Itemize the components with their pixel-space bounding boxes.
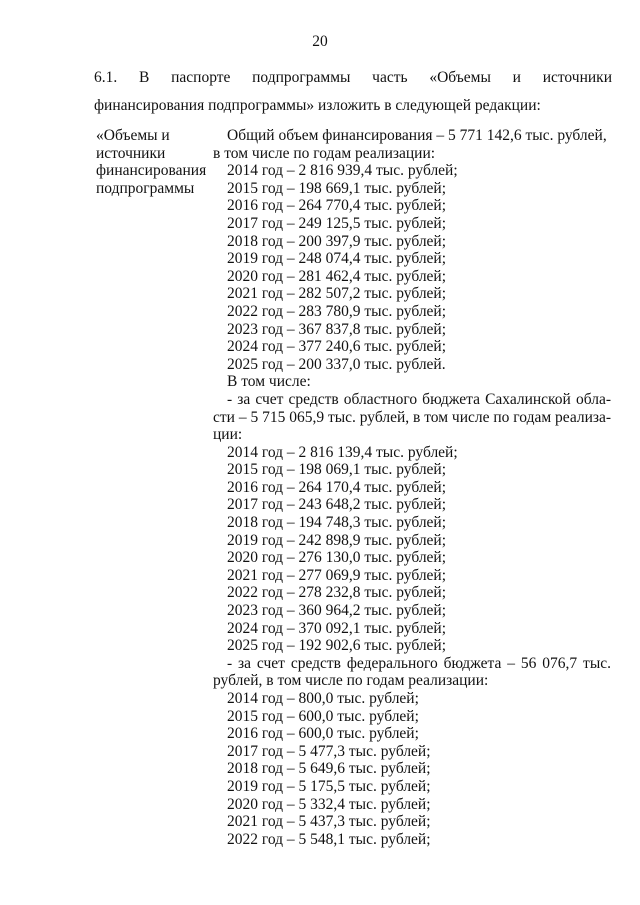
federal-year-item: 2021 год – 5 437,3 тыс. рублей; bbox=[227, 813, 431, 831]
regional-year-item: 2017 год – 243 648,2 тыс. рублей; bbox=[227, 496, 447, 514]
regional-year-item: 2016 год – 264 170,4 тыс. рублей; bbox=[227, 478, 447, 496]
regional-year-item: 2014 год – 2 816 139,4 тыс. рублей; bbox=[227, 443, 458, 461]
intro-line-2: финансирования подпрограммы» изложить в следующей редакции: bbox=[94, 97, 541, 114]
regional-year-item: 2015 год – 198 069,1 тыс. рублей; bbox=[227, 461, 447, 479]
regional-year-item: 2022 год – 278 232,8 тыс. рублей; bbox=[227, 584, 447, 602]
regional-year-item: 2023 год – 360 964,2 тыс. рублей; bbox=[227, 602, 447, 620]
regional-line-3: ции: bbox=[213, 426, 243, 444]
total-year-item: 2016 год – 264 770,4 тыс. рублей; bbox=[227, 197, 447, 215]
total-year-item: 2014 год – 2 816 939,4 тыс. рублей; bbox=[227, 162, 458, 180]
including-label: В том числе: bbox=[227, 373, 311, 391]
regional-year-item: 2020 год – 276 130,0 тыс. рублей; bbox=[227, 549, 447, 567]
label-line: источники bbox=[96, 144, 166, 162]
total-line-2: в том числе по годам реализации: bbox=[213, 144, 436, 162]
label-line: финансирования bbox=[96, 162, 207, 180]
total-line-1: Общий объем финансирования – 5 771 142,6 тыс. рублей, bbox=[227, 127, 607, 144]
intro-line-1: 6.1. В паспорте подпрограммы часть «Объемы и источники bbox=[94, 69, 612, 86]
total-year-item: 2021 год – 282 507,2 тыс. рублей; bbox=[227, 285, 447, 303]
regional-line-2: сти – 5 715 065,9 тыс. рублей, в том числе по годам реализа- bbox=[213, 408, 612, 426]
regional-year-item: 2018 год – 194 748,3 тыс. рублей; bbox=[227, 514, 447, 532]
federal-year-item: 2020 год – 5 332,4 тыс. рублей; bbox=[227, 795, 431, 813]
page-number: 20 bbox=[312, 33, 328, 50]
total-year-item: 2017 год – 249 125,5 тыс. рублей; bbox=[227, 214, 447, 232]
passport-field-content bbox=[213, 127, 611, 848]
federal-year-item: 2022 год – 5 548,1 тыс. рублей; bbox=[227, 830, 431, 848]
total-years-list bbox=[213, 162, 611, 373]
federal-year-item: 2016 год – 600,0 тыс. рублей; bbox=[227, 725, 419, 743]
federal-year-item: 2018 год – 5 649,6 тыс. рублей; bbox=[227, 760, 431, 778]
total-year-item: 2019 год – 248 074,4 тыс. рублей; bbox=[227, 250, 447, 268]
federal-year-item: 2019 год – 5 175,5 тыс. рублей; bbox=[227, 777, 431, 795]
total-year-item: 2015 год – 198 669,1 тыс. рублей; bbox=[227, 179, 447, 197]
total-year-item: 2018 год – 200 397,9 тыс. рублей; bbox=[227, 232, 447, 250]
regional-year-item: 2019 год – 242 898,9 тыс. рублей; bbox=[227, 531, 447, 549]
regional-line-1: - за счет средств областного бюджета Сахалинской обла- bbox=[227, 390, 611, 408]
federal-year-item: 2015 год – 600,0 тыс. рублей; bbox=[227, 707, 419, 725]
federal-year-item: 2014 год – 800,0 тыс. рублей; bbox=[227, 690, 419, 707]
passport-field-label bbox=[96, 127, 211, 197]
regional-year-item: 2021 год – 277 069,9 тыс. рублей; bbox=[227, 566, 447, 584]
federal-line-1: - за счет средств федерального бюджета – 56 076,7 тыс. bbox=[227, 654, 611, 672]
total-year-item: 2023 год – 367 837,8 тыс. рублей; bbox=[227, 320, 447, 338]
federal-year-item: 2017 год – 5 477,3 тыс. рублей; bbox=[227, 742, 431, 760]
total-year-item: 2020 год – 281 462,4 тыс. рублей; bbox=[227, 267, 447, 285]
federal-years-list bbox=[213, 690, 611, 848]
label-line: подпрограммы bbox=[96, 179, 195, 197]
regional-year-item: 2024 год – 370 092,1 тыс. рублей; bbox=[227, 619, 447, 637]
total-year-item: 2022 год – 283 780,9 тыс. рублей; bbox=[227, 302, 447, 320]
total-year-item: 2024 год – 377 240,6 тыс. рублей; bbox=[227, 338, 447, 356]
federal-line-2: рублей, в том числе по годам реализации: bbox=[213, 672, 489, 690]
regional-years-list bbox=[213, 444, 611, 655]
regional-year-item: 2025 год – 192 902,6 тыс. рублей; bbox=[227, 637, 447, 655]
label-line: «Объемы и bbox=[96, 127, 170, 144]
total-year-item: 2025 год – 200 337,0 тыс. рублей. bbox=[227, 355, 446, 373]
